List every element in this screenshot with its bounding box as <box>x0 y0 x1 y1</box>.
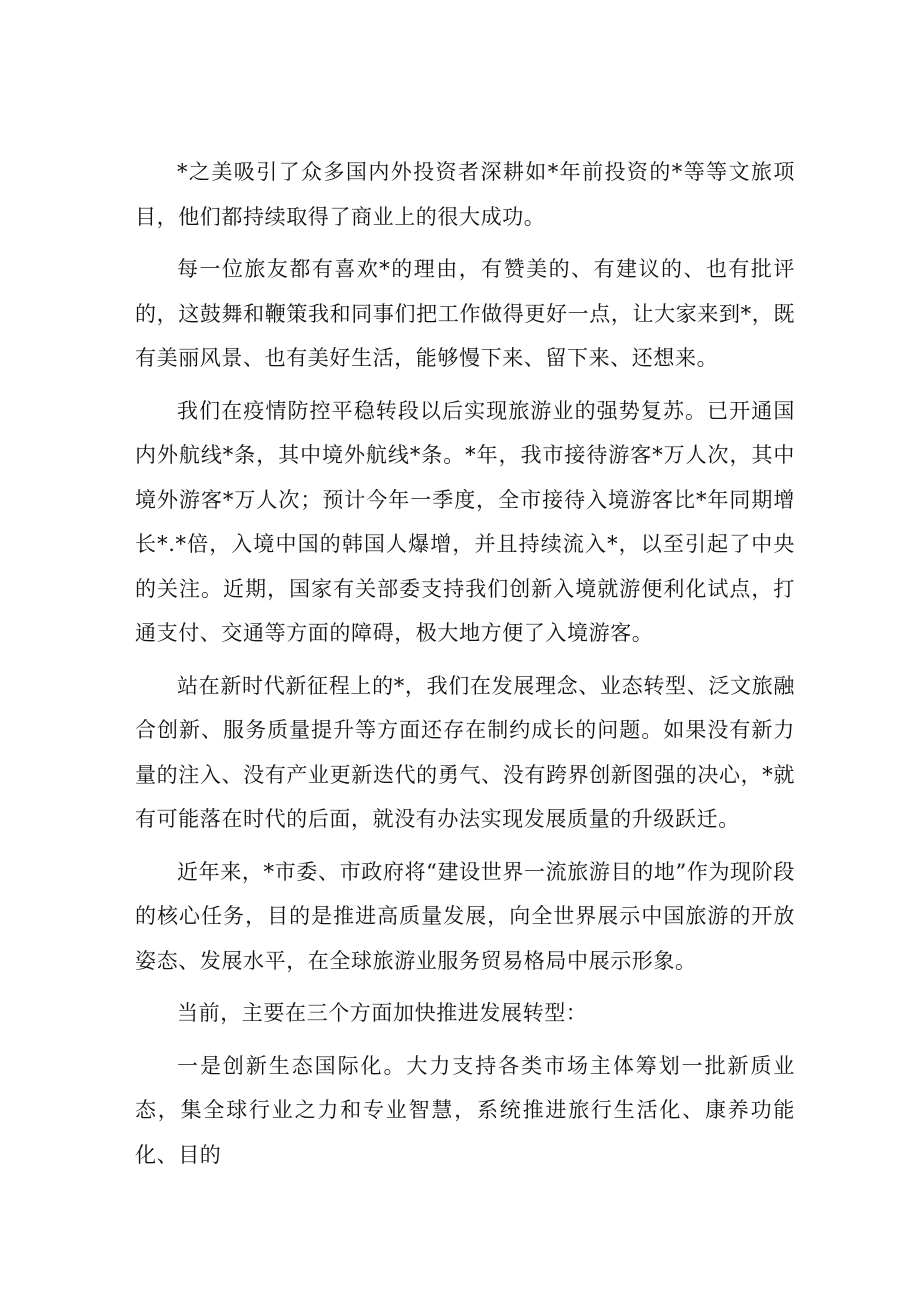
paragraph-recent-years: 近年来，*市委、市政府将“建设世界一流旅游目的地”作为现阶段的核心任务，目的是推进高质量发展，向全世界展示中国旅游的开放姿态、发展水平，在全球旅游业服务贸易格局中展示形象。 <box>135 859 795 973</box>
paragraph-innovation: 一是创新生态国际化。大力支持各类市场主体筹划一批新质业态，集全球行业之力和专业智慧，系统推进旅行生活化、康养功能化、目的 <box>135 1053 795 1167</box>
paragraph-recovery: 我们在疫情防控平稳转段以后实现旅游业的强势复苏。已开通国内外航线*条，其中境外航线*条。*年，我市接待游客*万人次，其中境外游客*万人次；预计今年一季度，全市接待入境游客比*年同期增长*.*倍，入境中国的韩国人爆增，并且持续流入*，以至引起了中央的关注。近期，国家有关部委支持我们创新入境就游便利化试点，打通支付、交通等方面的障碍，极大地方便了入境游客。 <box>135 398 795 645</box>
paragraph-travelers: 每一位旅友都有喜欢*的理由，有赞美的、有建议的、也有批评的，这鼓舞和鞭策我和同事们把工作做得更好一点，让大家来到*，既有美丽风景、也有美好生活，能够慢下来、留下来、还想来。 <box>135 257 795 370</box>
paragraph-new-era: 站在新时代新征程上的*，我们在发展理念、业态转型、泛文旅融合创新、服务质量提升等方面还存在制约成长的问题。如果没有新力量的注入、没有产业更新迭代的勇气、没有跨界创新图强的决心，*就有可能落在时代的后面，就没有办法实现发展质量的升级跃迁。 <box>135 673 795 831</box>
document-body <box>135 150 795 1185</box>
paragraph-investment: *之美吸引了众多国内外投资者深耕如*年前投资的*等等文旅项目，他们都持续取得了商业上的很大成功。 <box>135 160 795 229</box>
paragraph-current: 当前，主要在三个方面加快推进发展转型： <box>177 1001 588 1025</box>
